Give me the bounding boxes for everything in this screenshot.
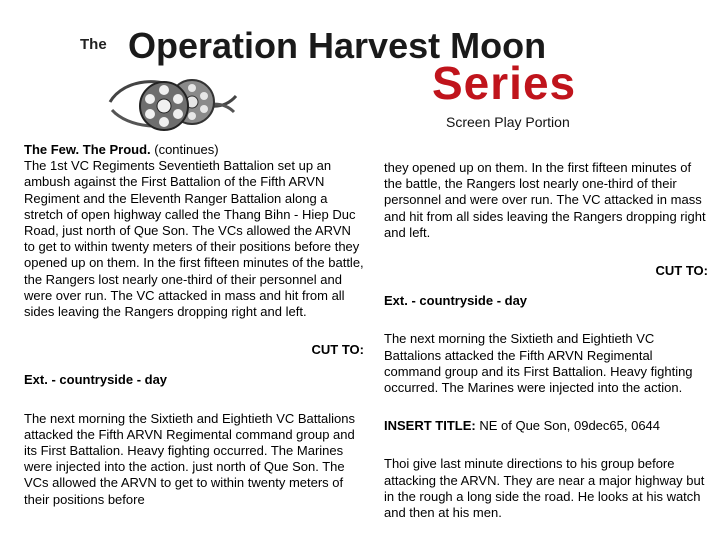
right-cut-to: CUT TO:: [655, 263, 708, 279]
left-column: [24, 142, 364, 508]
insert-title-value: NE of Que Son, 09dec65, 0644: [475, 418, 661, 434]
insert-title-label: INSERT TITLE:: [384, 418, 476, 434]
scene-heading-line: [24, 142, 364, 158]
left-paragraph-1: The 1st VC Regiments Seventieth Battalion set up an ambush against the First Battalion of the Fifth ARVN Regiment and the Eleventh Ranger Battalion along a stretch of open highway called the Thang Bihn - Hiep Duc Road, just north of Que Son. The VCs allowed the ARVN to get to within twenty meters of their positions before they opened up on them. In the first fifteen minutes of the battle, the Rangers lost nearly one-third of their personnel and were over run. The VC attacked in mass and hit from all sides leaving the Rangers dropping right and left.: [24, 158, 364, 320]
scene-heading: The Few. The Proud.: [24, 142, 151, 157]
scene-heading-suffix: (continues): [150, 142, 219, 157]
right-scene-line: Ext. - countryside - day: [384, 293, 528, 309]
insert-title-line: [384, 418, 708, 434]
left-scene-line: Ext. - countryside - day: [24, 372, 168, 388]
right-paragraph-3: Thoi give last minute directions to his group before attacking the ARVN. They are near a major highway but in the rough a long side the road. He looks at his watch and then at his men.: [384, 456, 705, 521]
the-label: The: [80, 36, 107, 53]
series-word: Series: [432, 57, 577, 109]
right-paragraph-1: they opened up on them. In the first fifteen minutes of the battle, the Rangers lost nearly one-third of their personnel and were over run. The VC attacked in mass and hit from all sides leaving the Rangers dropping right and left.: [384, 160, 706, 240]
page-subtitle: Screen Play Portion: [446, 114, 570, 130]
right-column: [384, 160, 708, 521]
film-reel-icon: [104, 72, 240, 136]
left-paragraph-2: The next morning the Sixtieth and Eightieth VC Battalions attacked the Fifth ARVN Regimental command group and its First Battalion. Heavy fighting occurred. The Marines were injected into the action. just north of Que Son. The VCs allowed the ARVN to get to within twenty meters of their positions before: [24, 410, 355, 507]
left-cut-to: CUT TO:: [311, 342, 364, 358]
page-title: Operation Harvest Moon: [128, 25, 547, 66]
right-paragraph-2: The next morning the Sixtieth and Eightieth VC Battalions attacked the Fifth ARVN Regimental command group and its First Battalion. Heavy fighting occurred. The Marines were injected into the action.: [384, 331, 693, 396]
